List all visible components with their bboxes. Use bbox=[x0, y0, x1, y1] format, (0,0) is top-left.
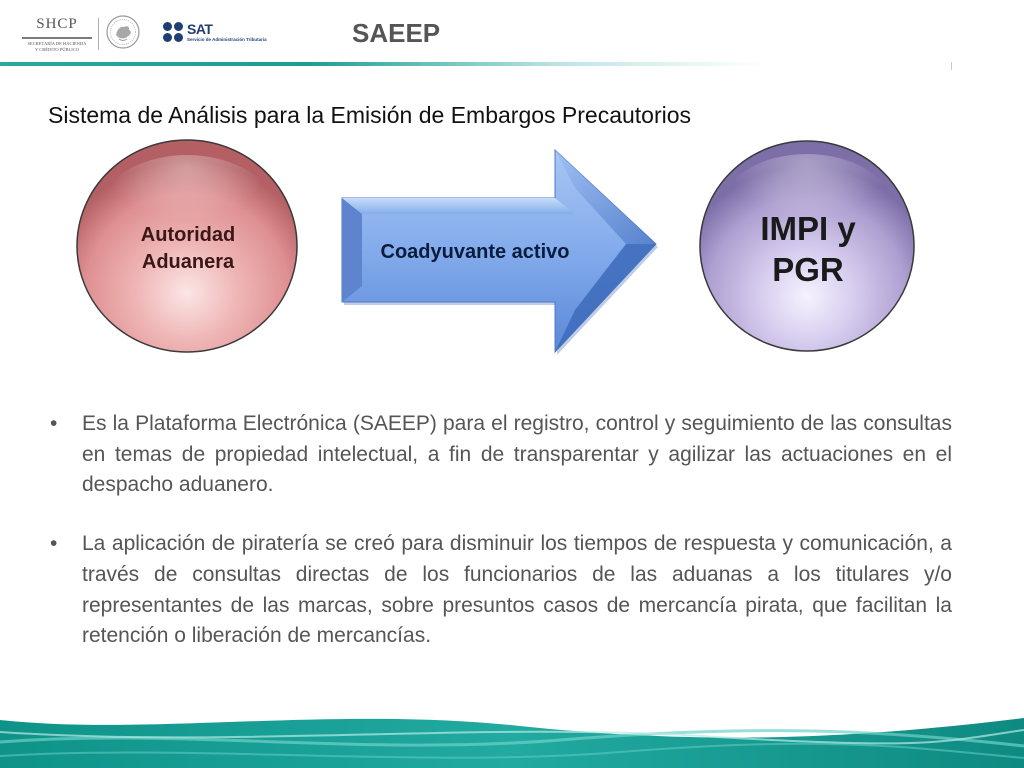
bullet-text: Es la Plataforma Electrónica (SAEEP) para el registro, control y seguimiento de las consultas en temas de propiedad intelectual, a fin de transparentar y agilizar las actuaciones en el despacho aduanero. bbox=[82, 412, 952, 497]
bullet-dot-icon: • bbox=[50, 412, 58, 435]
shcp-logo-subtitle-line-1: SECRETARÍA DE HACIENDA bbox=[27, 41, 87, 46]
shcp-logo-name: SHCP bbox=[36, 16, 78, 32]
sat-logo-name: SAT bbox=[187, 21, 213, 37]
sat-logo-full-name: Servicio de Administración Tributaria bbox=[187, 37, 267, 42]
shcp-logo-subtitle-line-2: Y CRÉDITO PÚBLICO bbox=[34, 46, 79, 52]
node-impi-pgr-line-2: PGR bbox=[772, 251, 844, 288]
bullet-item bbox=[48, 409, 952, 501]
node-autoridad-aduanera-label bbox=[98, 222, 278, 276]
node-impi-pgr-label bbox=[708, 208, 908, 290]
header-title: SAEEP bbox=[352, 18, 441, 48]
bullet-list bbox=[48, 409, 952, 652]
bullet-text: La aplicación de piratería se creó para disminuir los tiempos de respuesta y comunicación, a través de consultas directas de los funcionarios de las aduanas a los titulares y/o representantes de las marcas, sobre presuntos casos de mercancía pirata, que facilitan la retención o liberación de mercancías. bbox=[82, 532, 952, 648]
footer-wave-decoration bbox=[0, 712, 1024, 768]
page-subtitle: Sistema de Análisis para la Emisión de Embargos Precautorios bbox=[48, 102, 692, 128]
node-autoridad-aduanera-line-1: Autoridad bbox=[140, 224, 236, 246]
arrow-coadyuvante-activo-label: Coadyuvante activo bbox=[380, 241, 570, 263]
node-autoridad-aduanera-line-2: Aduanera bbox=[141, 251, 235, 273]
bullet-item bbox=[48, 529, 952, 652]
node-impi-pgr-line-1: IMPI y bbox=[760, 210, 856, 247]
bullet-dot-icon: • bbox=[50, 532, 58, 556]
